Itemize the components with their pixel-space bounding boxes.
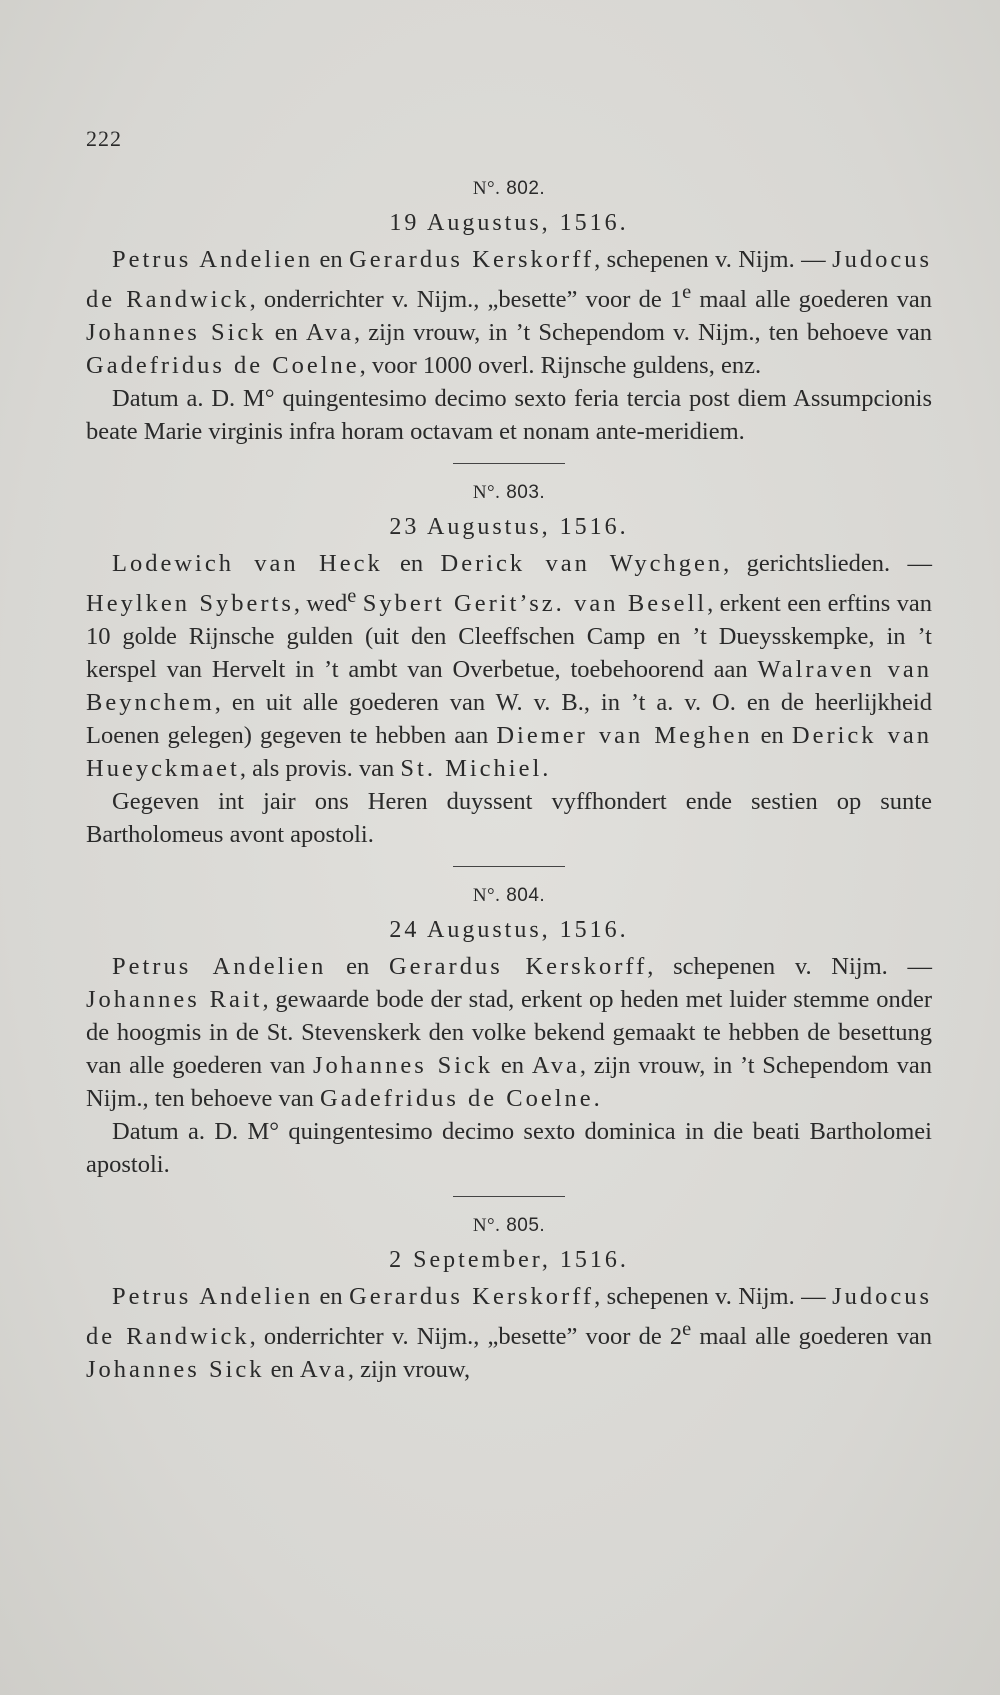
person-name: Ava bbox=[305, 319, 354, 347]
text-run: , gerichtslieden. — bbox=[723, 550, 933, 578]
text-run: en bbox=[326, 953, 389, 981]
person-name: Johannes Sick bbox=[86, 1356, 265, 1384]
person-name: Judocus de Randwick bbox=[86, 246, 933, 314]
entry-datum: Datum a. D. M° quingentesimo decimo sexto feria tercia post diem Assumpcionis beate Marie virginis infra horam octavam et nonam ante-meridiem. bbox=[86, 385, 932, 446]
text-run: , onderrichter v. Nijm., „besette” voor de 2 bbox=[249, 1323, 683, 1351]
entry-date: 19 Augustus, 1516. bbox=[389, 210, 629, 236]
person-name: Judocus de Randwick bbox=[86, 1283, 933, 1351]
text-run: en bbox=[382, 550, 441, 578]
text-run: maal alle goederen van bbox=[691, 1323, 932, 1351]
entry-number-value: 803. bbox=[506, 482, 546, 504]
text-run: , erkent een erftins van 10 golde Rijnsche gulden (uit den Cleeffschen Camp en ’t Dueysskempke, in ’t kerspel van Hervelt in ’t ambt van Overbetue, toebehoorend aan bbox=[86, 590, 932, 684]
person-name: Derick van Wychgen bbox=[440, 550, 724, 578]
entry-number-prefix: N°. bbox=[472, 178, 501, 199]
person-name: Petrus Andelien bbox=[112, 246, 314, 273]
text-run: , schepenen v. Nijm. — bbox=[647, 953, 932, 981]
place-name: St. Michiel bbox=[400, 755, 543, 783]
page-number: 222 bbox=[86, 126, 122, 151]
text-run: maal alle goederen van bbox=[691, 286, 932, 314]
separator-rule bbox=[453, 866, 565, 867]
entry-date: 2 September, 1516. bbox=[389, 1247, 629, 1274]
text-run: en bbox=[493, 1052, 532, 1080]
entry-number-prefix: N°. bbox=[472, 482, 501, 504]
person-name: Petrus Andelien bbox=[112, 1283, 314, 1311]
person-name: Johannes Sick bbox=[313, 1052, 494, 1080]
text-run: . bbox=[542, 755, 549, 783]
entry-number-value: 802. bbox=[506, 178, 546, 199]
entry-803 bbox=[86, 482, 932, 851]
entry-datum: Gegeven int jair ons Heren duyssent vyffhondert ende sestien op sunte Bartholomeus avont apostoli. bbox=[86, 788, 932, 849]
person-name: Petrus Andelien bbox=[112, 953, 327, 981]
text-run: , zijn vrouw, in ’t Schependom v. Nijm., ten behoeve van bbox=[353, 319, 932, 347]
person-name: Gerardus Kerskorff bbox=[349, 246, 595, 273]
separator-rule bbox=[453, 463, 565, 464]
person-name: Gadefridus de Coelne bbox=[320, 1085, 594, 1113]
superscript: e bbox=[682, 1318, 692, 1341]
person-name: Gerardus Kerskorff bbox=[349, 1283, 595, 1311]
person-name: Ava bbox=[531, 1052, 580, 1080]
text-run: , zijn vrouw, in ’t Schependom van Nijm., ten behoeve van bbox=[86, 1052, 933, 1113]
person-name: Gerardus Kerskorff bbox=[388, 953, 648, 981]
entry-804 bbox=[86, 885, 932, 1181]
entry-number-value: 805. bbox=[506, 1215, 546, 1237]
person-name: Walraven van Beynchem bbox=[86, 656, 933, 717]
entry-number-value: 804. bbox=[506, 885, 546, 907]
entry-number bbox=[86, 1215, 932, 1237]
person-name: Heylken Syberts bbox=[86, 590, 294, 618]
text-run: , en uit alle goederen van W. v. B., in ’t a. v. O. en de heerlijkheid Loenen gelegen) gegeven te hebben aan bbox=[86, 689, 932, 750]
text-run: , schepenen v. Nijm. — bbox=[594, 246, 833, 273]
entry-number bbox=[86, 178, 932, 200]
superscript: e bbox=[682, 281, 692, 303]
superscript: e bbox=[347, 585, 357, 608]
text-run: , zijn vrouw, bbox=[347, 1356, 471, 1384]
entry-number bbox=[86, 482, 932, 504]
person-name: Diemer van Meghen bbox=[496, 722, 753, 750]
text-run: en bbox=[313, 246, 350, 273]
person-name: Ava bbox=[299, 1356, 348, 1384]
entry-number-prefix: N°. bbox=[472, 885, 501, 907]
text-run: en bbox=[266, 319, 306, 347]
person-name: Johannes Sick bbox=[86, 319, 267, 347]
text-run: , schepenen v. Nijm. — bbox=[594, 1283, 833, 1311]
entry-number-prefix: N°. bbox=[472, 1215, 501, 1237]
entry-summary bbox=[86, 243, 932, 382]
entry-datum: Datum a. D. M° quingentesimo decimo sexto dominica in die beati Bartholomei apostoli. bbox=[86, 1118, 932, 1179]
person-name: Sybert Gerit’sz. van Besell bbox=[362, 590, 708, 618]
person-name: Lodewich van Heck bbox=[112, 550, 383, 578]
text-run: , onderrichter v. Nijm., „besette” voor de 1 bbox=[249, 286, 683, 314]
text-run: en bbox=[313, 1283, 350, 1311]
person-name: Johannes Rait bbox=[86, 986, 263, 1014]
text-run: en bbox=[264, 1356, 300, 1384]
text-run: . bbox=[593, 1085, 600, 1113]
entry-date: 23 Augustus, 1516. bbox=[389, 514, 629, 541]
text-run: , als provis. van bbox=[239, 755, 401, 783]
text-run: , gewaarde bode der stad, erkent op heden met luider stemme onder de hoogmis in de St. Stevenskerk den volke bekend gemaakt te hebben de besettung van alle goederen van bbox=[86, 986, 932, 1080]
separator-rule bbox=[453, 1196, 565, 1197]
text-run: , voor 1000 overl. Rijnsche guldens, enz. bbox=[359, 352, 762, 380]
text-run: , wed bbox=[293, 590, 348, 618]
entry-summary bbox=[86, 1280, 932, 1386]
entry-summary bbox=[86, 950, 932, 1115]
person-name: Gadefridus de Coelne bbox=[86, 352, 360, 380]
entry-date: 24 Augustus, 1516. bbox=[389, 917, 629, 944]
entry-802 bbox=[86, 178, 932, 448]
entry-summary bbox=[86, 547, 932, 785]
person-name: Derick van Hueyckmaet bbox=[86, 722, 932, 783]
entry-number bbox=[86, 885, 932, 907]
entry-805 bbox=[86, 1215, 932, 1386]
text-run: en bbox=[752, 722, 792, 750]
text-column bbox=[86, 178, 932, 1386]
